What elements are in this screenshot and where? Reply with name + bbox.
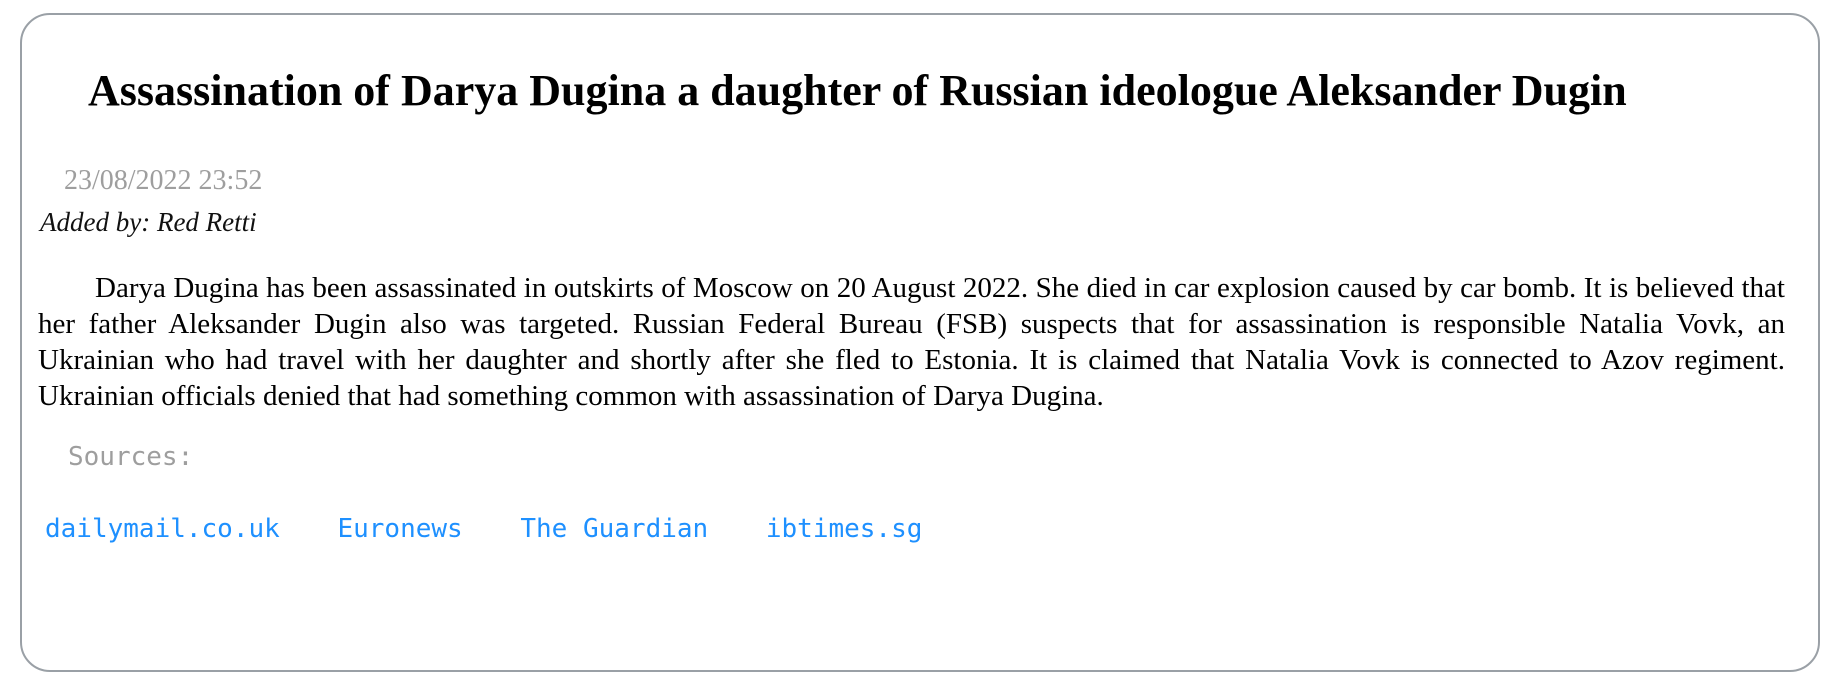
source-link-ibtimes-sg[interactable]: ibtimes.sg	[765, 514, 923, 544]
sources-links	[45, 514, 1818, 545]
sources-label: Sources:	[68, 442, 194, 472]
added-by: Added by: Red Retti	[40, 207, 257, 237]
timestamp: 23/08/2022 23:52	[64, 165, 263, 196]
article-card	[20, 13, 1820, 672]
article-body: Darya Dugina has been assassinated in outskirts of Moscow on 20 August 2022. She died in car explosion caused by car bomb. It is believed that her father Aleksander Dugin also was targeted. Russian Federal Bureau (FSB) suspects that for assassination is responsible Natalia Vovk, an Ukrainian who had travel with her daughter and shortly after she fled to Estonia. It is claimed that Natalia Vovk is connected to Azov regiment. Ukrainian officials denied that had something common with assassination of Darya Dugina.	[38, 272, 1785, 412]
page-title: Assassination of Darya Dugina a daughter of Russian ideologue Aleksander Dugin	[88, 66, 1627, 115]
source-link-euronews[interactable]: Euronews	[337, 514, 463, 544]
source-link-the-guardian[interactable]: The Guardian	[520, 514, 709, 544]
source-link-dailymail-co-uk[interactable]: dailymail.co.uk	[45, 514, 280, 544]
